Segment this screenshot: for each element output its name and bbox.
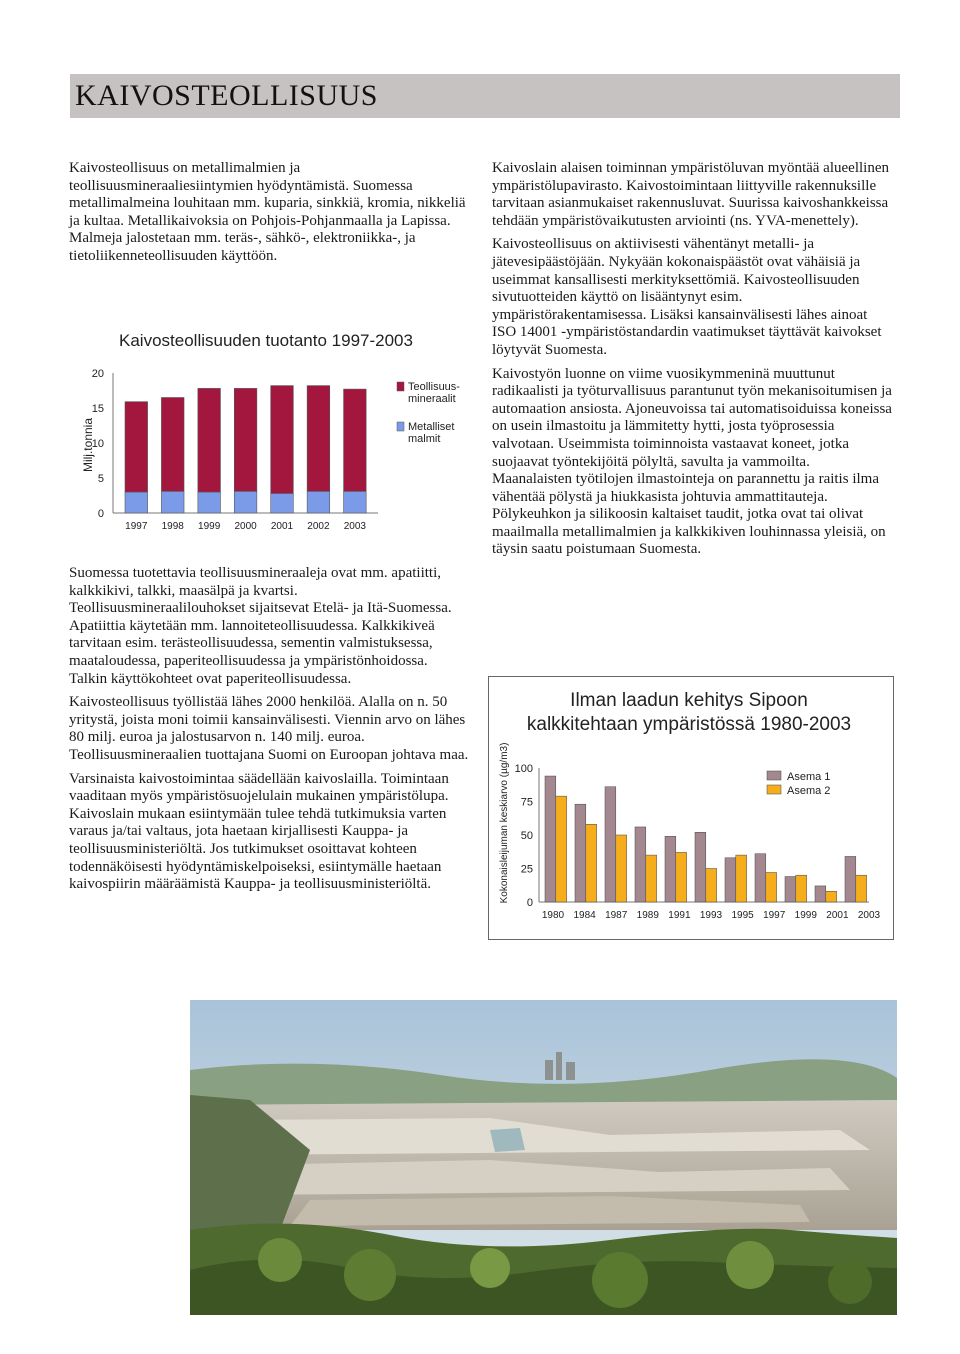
y-tick-label: 5 (97, 473, 104, 485)
bar-station-2 (706, 869, 717, 903)
y-tick-label: 100 (514, 763, 533, 775)
bar-station-2 (856, 875, 867, 902)
legend-label: mineraalit (408, 393, 456, 405)
y-axis-label: Kokonaisleijuman keskiarvo (µg/m3) (499, 742, 510, 904)
quarry-photo (190, 1000, 897, 1315)
bar-station-1 (695, 832, 706, 902)
legend-swatch (767, 771, 781, 780)
x-tick-label: 1984 (573, 910, 596, 921)
legend-label: Asema 1 (787, 771, 831, 783)
page-title-bar (70, 74, 900, 118)
x-tick-label: 2001 (826, 910, 849, 921)
chart-title-line: kalkkitehtaan ympäristössä 1980-2003 (526, 714, 852, 735)
air-quality-chart (489, 677, 893, 939)
bar-station-1 (785, 877, 796, 902)
bar-station-2 (796, 875, 807, 902)
bar-metal-ores (125, 492, 148, 513)
bar-station-1 (605, 787, 616, 902)
paragraph-permits: Kaivoslain alaisen toiminnan ympäristöluvan myöntää alueellinen ympäristölupavirasto. Kaivostoimintaan liittyville rakennuksille tarvitaan asianmukaiset rakennusluvat. Suurissa kaivoshankkeissa tehdään ympäristövaikutusten arviointi (ns. YVA-menettely). (492, 160, 889, 229)
chart-title: Kaivosteollisuuden tuotanto 1997-2003 (119, 331, 413, 350)
x-tick-label: 1993 (699, 910, 723, 921)
legend-label: Asema 2 (787, 785, 831, 797)
y-tick-label: 0 (526, 897, 533, 909)
paragraph-minerals: Suomessa tuotettavia teollisuusmineraaleja ovat mm. apatiitti, kalkkikivi, talkki, maasälpä ja kvartsi. Teollisuusmineraalilouhokset sijaitsevat Etelä- ja Itä-Suomessa. Apatiittia käytetään mm. lannoiteteollisuudessa. Kalkkikiveä tarvitaan esim. terästeollisuudessa, sementin valmistuksessa, maataloudessa, paperiteollisuudessa ja ympäristönhoidossa. Talkin käyttökohteet ovat paperiteollisuudessa. (69, 565, 452, 687)
bar-metal-ores (234, 491, 257, 513)
paragraph-work-safety: Kaivostyön luonne on viime vuosikymmeninä muuttunut radikaalisti ja työturvallisuus parantunut työn mekanisoitumisen ja automaation ansiosta. Ajoneuvoissa tai automatisoiduissa koneissa on usein ilmastoitu ja lämmitetty hytti, josta työprosessia valvotaan. Useimmista toiminnoista vastaavat koneet, jotka suojaavat työntekijöitä pölyltä, savulta ja vammoilta. Maanalaisten työtilojen ilmastointeja on parannettu ja raitis ilma vähentää pölystä ja hiukkasista johtuvia ammattitauteja. Pölykeuhkon ja silikoosin kaltaiset taudit, jotka ovat tai olivat maailmalla metallimalmien ja kalkkikiven louhinnassa yleisiä, on täysin saatu poistumaan Suomesta. (492, 365, 892, 558)
left-intro-column (69, 160, 469, 272)
x-tick-label: 2003 (857, 910, 881, 921)
legend-label: Teollisuus- (408, 381, 460, 393)
bar-metal-ores (271, 493, 294, 513)
bar-station-1 (635, 827, 646, 902)
x-tick-label: 2000 (234, 521, 257, 532)
x-tick-label: 2002 (307, 521, 330, 532)
x-tick-label: 1997 (763, 910, 786, 921)
bar-industrial-minerals (161, 398, 184, 492)
bar-metal-ores (198, 492, 221, 513)
x-tick-label: 1999 (794, 910, 817, 921)
legend-swatch (397, 422, 404, 431)
bar-industrial-minerals (344, 389, 367, 491)
air-quality-chart-frame (488, 676, 894, 940)
x-tick-label: 1997 (125, 521, 148, 532)
bar-station-2 (676, 852, 687, 902)
bar-station-2 (646, 855, 657, 902)
legend-label: malmit (408, 433, 441, 445)
bar-industrial-minerals (125, 402, 148, 492)
left-body-column (69, 565, 469, 900)
bar-station-1 (575, 804, 586, 902)
right-column (492, 160, 892, 565)
quarry-landscape-image (190, 1000, 897, 1315)
bar-station-2 (586, 824, 597, 902)
y-tick-label: 50 (520, 830, 533, 842)
bar-station-1 (845, 856, 856, 902)
bar-industrial-minerals (234, 388, 257, 491)
y-tick-label: 15 (91, 403, 104, 415)
bar-industrial-minerals (307, 386, 330, 492)
legend-label: Metalliset (408, 421, 455, 433)
x-tick-label: 1999 (198, 521, 221, 532)
y-axis-label: Milj.tonnia (81, 417, 95, 473)
paragraph-employment: Kaivosteollisuus työllistää lähes 2000 henkilöä. Alalla on n. 50 yritystä, joista moni toimii kansainvälisesti. Viennin arvo on lähes 80 milj. euroa ja jalostusarvon n. 140 milj. euroa. Teollisuusmineraalien tuottajana Suomi on Euroopan johtava maa. (69, 694, 469, 763)
y-tick-label: 0 (97, 508, 104, 520)
bar-station-2 (556, 796, 567, 902)
x-tick-label: 1987 (605, 910, 628, 921)
legend-swatch (767, 785, 781, 794)
y-tick-label: 75 (520, 796, 533, 809)
x-tick-label: 2001 (270, 521, 294, 532)
x-tick-label: 1989 (636, 910, 659, 921)
bar-station-1 (545, 776, 556, 902)
legend-swatch (397, 382, 404, 391)
bar-metal-ores (344, 491, 367, 513)
bar-station-1 (815, 886, 826, 902)
paragraph-legislation: Varsinaista kaivostoimintaa säädellään kaivoslailla. Toimintaan vaaditaan myös ympäristösuojelulain mukainen ympäristölupa. Kaivoslain mukaan esiintymään tulee tehdä tutkimuksia varten varaus ja/tai valtaus, jota haetaan kirjallisesti Kauppa- ja teollisuusministeriöltä. Jos tutkimukset osoittavat kohteen todennäköisesti hyödyntämiskelpoiseksi, esiintymälle haetaan kaivospiirin määräämistä Kauppa- ja teollisuusministeriöltä. (69, 770, 449, 893)
chart-title-line: Ilman laadun kehitys Sipoon (570, 690, 808, 711)
bar-station-2 (766, 873, 777, 902)
y-tick-label: 20 (91, 368, 104, 380)
paragraph-emissions: Kaivosteollisuus on aktiivisesti vähentänyt metalli- ja jätevesipäästöjään. Nykyään kokonaispäästöt ovat vähäisiä ja useimmat kansallisesti merkityksettömiä. Kaivosteollisuuden sivutuotteiden käyttö on lisääntynyt esim. ympäristörakentamisessa. Lisäksi kansainvälisesti lähes ainoat ISO 14001 -ympäristöstandardin vaatimukset täyttävät kaivokset löytyvät Suomesta. (492, 236, 882, 358)
bar-metal-ores (307, 491, 330, 513)
bar-station-2 (616, 835, 627, 902)
bar-industrial-minerals (271, 386, 294, 494)
x-tick-label: 1980 (541, 910, 565, 921)
x-tick-label: 1995 (731, 910, 754, 921)
intro-paragraph: Kaivosteollisuus on metallimalmien ja teollisuusmineraaliesiintymien hyödyntämistä. Suomessa metallimalmeina louhitaan mm. kuparia, sinkkiä, kromia, nikkeliä ja kultaa. Metallikaivoksia on Pohjois-Pohjanmaalla ja Lapissa. Malmeja jalostetaan mm. teräs-, sähkö-, elektroniikka-, ja tietoliikenneteollisuuden käyttöön. (69, 160, 466, 264)
bar-station-1 (725, 858, 736, 902)
bar-station-1 (665, 836, 676, 902)
page-title: KAIVOSTEOLLISUUS (75, 79, 378, 112)
y-tick-label: 10 (91, 438, 104, 450)
x-tick-label: 2003 (343, 521, 366, 532)
production-chart (66, 318, 466, 548)
bar-station-2 (736, 855, 747, 902)
y-tick-label: 25 (520, 863, 533, 876)
x-tick-label: 1991 (668, 910, 691, 921)
bar-industrial-minerals (198, 388, 221, 492)
bar-metal-ores (161, 491, 184, 513)
x-tick-label: 1998 (161, 521, 184, 532)
bar-station-2 (826, 891, 837, 902)
bar-station-1 (755, 854, 766, 902)
